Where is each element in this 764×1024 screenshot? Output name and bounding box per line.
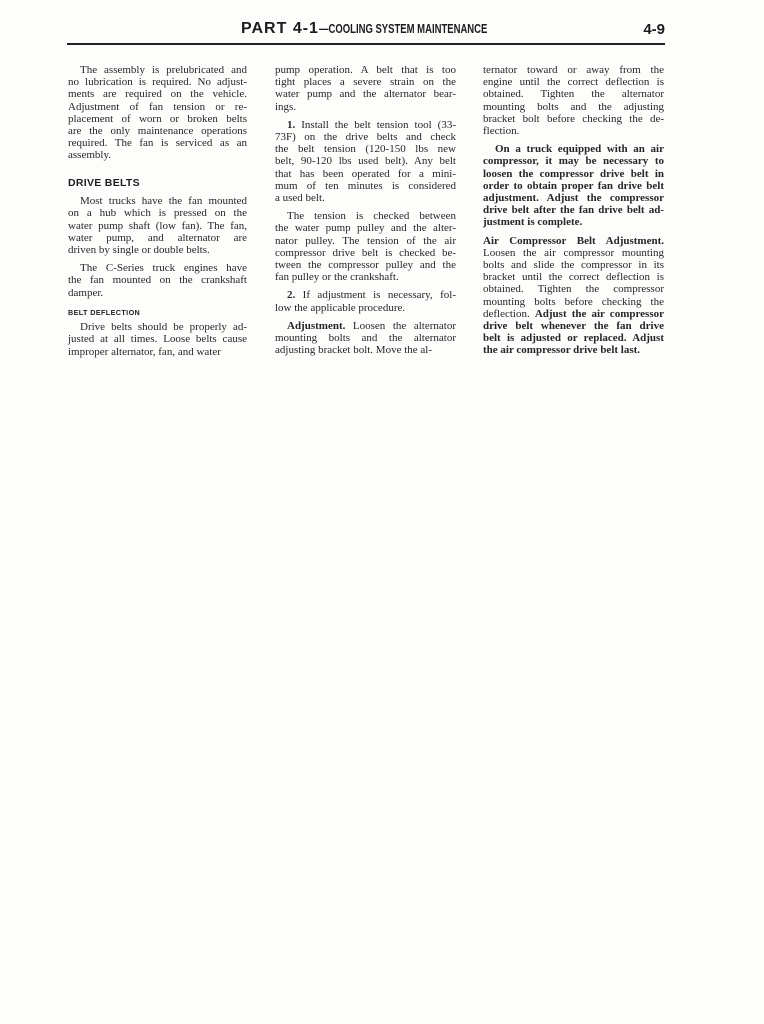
adjustment-paragraph [275, 320, 456, 357]
text-run: compressor drive belt is checked be- [275, 246, 456, 259]
text-line [483, 296, 664, 308]
text-line [275, 131, 456, 143]
text-line [275, 101, 456, 113]
part-label: PART 4-1 [241, 20, 319, 37]
text-run: justed at all times. Loose belts cause [68, 333, 247, 346]
bold-text-run: drive belt whenever the fan drive [483, 320, 664, 333]
subsection-heading-belt-deflection: BELT DEFLECTION [68, 308, 141, 318]
text-run: damper. [68, 286, 104, 299]
paragraph [68, 195, 247, 256]
text-line [275, 235, 456, 247]
text-run: the belt tension (120-150 lbs new [275, 143, 456, 156]
header-rule [67, 43, 665, 45]
text-line [68, 137, 247, 149]
text-line [483, 155, 664, 167]
text-line [483, 235, 664, 247]
text-line [275, 271, 456, 283]
text-run: order to obtain proper fan drive belt [483, 179, 664, 192]
text-run: obtained. Tighten the compressor [483, 283, 664, 296]
paragraph [483, 64, 664, 137]
paragraph [68, 64, 247, 162]
text-run: improper alternator, fan, and water [68, 345, 221, 358]
text-run: bracket until the correct deflection is [483, 271, 664, 284]
text-line [483, 180, 664, 192]
text-line [275, 247, 456, 259]
text-run: mounting bolts and the alternator [275, 332, 456, 345]
text-run: adjusting bracket bolt. Move the al- [275, 344, 433, 357]
paragraph [68, 321, 247, 358]
text-run: that has been operated for a mini- [275, 167, 456, 180]
text-line [275, 180, 456, 192]
step-paragraph-1 [275, 119, 456, 204]
text-line [483, 88, 664, 100]
text-line [275, 88, 456, 100]
paragraph [68, 262, 247, 299]
text-run: mounting bolts and the adjusting [483, 100, 664, 113]
text-run: flection. [483, 125, 520, 138]
bold-text-run: Adjustment. [287, 319, 346, 332]
text-line [275, 302, 456, 314]
text-run: Install the belt tension tool (33- [295, 118, 456, 131]
text-line [68, 244, 247, 256]
text-line [68, 321, 247, 333]
text-run: Loosen the air compressor mounting [483, 246, 664, 259]
text-run: Most trucks have the fan mounted [80, 195, 247, 208]
text-run: nator pulley. The tension of the air [275, 234, 456, 247]
text-line [68, 287, 247, 299]
text-run: pump operation. A belt that is too [275, 64, 456, 76]
text-line [68, 232, 247, 244]
text-line [275, 259, 456, 271]
text-run: justment is complete. [483, 216, 583, 229]
text-column-1 [68, 64, 247, 358]
text-run: engine until the correct deflection is [483, 76, 664, 89]
text-line [68, 274, 247, 286]
text-run: tween the compressor pulley and the [275, 259, 456, 272]
text-run: If adjustment is necessary, fol- [295, 289, 456, 302]
text-run: required. The fan is serviced as an [68, 137, 247, 150]
text-run: tight places a severe strain on the [275, 76, 456, 89]
text-line [275, 119, 456, 131]
text-run: The assembly is prelubricated and [80, 64, 247, 76]
air-compressor-adjustment-paragraph [483, 235, 664, 357]
text-line [275, 168, 456, 180]
text-run: On a truck equipped with an air [495, 143, 664, 156]
text-run: drive belt after the fan drive belt ad- [483, 204, 664, 217]
paragraph [275, 64, 456, 113]
step-paragraph-2 [275, 289, 456, 313]
text-line [483, 308, 664, 320]
text-run: Drive belts should be properly ad- [80, 321, 247, 334]
section-title: —COOLING SYSTEM MAINTENANCE [318, 22, 488, 36]
bold-text-run: 1. [287, 118, 296, 131]
text-line [483, 168, 664, 180]
text-line [275, 143, 456, 155]
text-line [483, 247, 664, 259]
text-line [275, 320, 456, 332]
text-line [68, 220, 247, 232]
text-line [68, 207, 247, 219]
text-column-3 [483, 64, 664, 357]
text-line [68, 149, 247, 161]
text-line [68, 346, 247, 358]
text-run: The C-Series truck engines have [80, 262, 247, 275]
text-run: assembly. [68, 149, 111, 162]
text-line [68, 262, 247, 274]
text-line [275, 289, 456, 301]
text-run: water pump and the alternator bear- [275, 88, 456, 101]
text-run: a used belt. [275, 192, 325, 205]
text-line [68, 195, 247, 207]
bold-text-run: belt is adjusted or replaced. Adjust [483, 332, 664, 345]
text-run: bolts and slide the compressor in its [483, 259, 664, 272]
text-line [483, 344, 664, 356]
text-run: belt, 90-120 lbs used belt). Any belt [275, 155, 456, 168]
text-run: ings. [275, 100, 297, 113]
text-line [275, 64, 456, 76]
text-line [483, 101, 664, 113]
bold-text-run: 2. [287, 289, 296, 302]
text-line [483, 76, 664, 88]
text-column-2 [275, 64, 456, 356]
text-line [483, 113, 664, 125]
text-line [483, 271, 664, 283]
text-run: on a hub which is pressed on the [68, 207, 247, 220]
paragraph [275, 210, 456, 283]
text-run: bracket bolt before checking the de- [483, 112, 664, 125]
text-run: obtained. Tighten the alternator [483, 88, 664, 101]
running-header [241, 20, 540, 38]
text-run: ments are required on the vehicle. [68, 88, 247, 101]
text-run: deflection. [483, 307, 535, 320]
text-line [275, 192, 456, 204]
text-line [483, 332, 664, 344]
text-line [275, 222, 456, 234]
text-line [483, 283, 664, 295]
text-line [483, 64, 664, 76]
text-line [68, 64, 247, 76]
text-line [483, 192, 664, 204]
text-line [483, 143, 664, 155]
text-line [483, 216, 664, 228]
text-line [68, 125, 247, 137]
text-run: mum of ten minutes is considered [275, 179, 456, 192]
text-run: water pump, and alternator are [68, 231, 247, 244]
text-line [68, 88, 247, 100]
text-run: driven by single or double belts. [68, 243, 210, 256]
text-line [68, 76, 247, 88]
text-line [275, 210, 456, 222]
bold-text-run: Adjust the air compressor [534, 307, 664, 320]
text-line [275, 155, 456, 167]
text-run: mounting bolts before checking the [483, 295, 664, 308]
text-line [68, 333, 247, 345]
text-run: Adjustment of fan tension or re- [68, 100, 247, 113]
text-run: fan pulley or the crankshaft. [275, 271, 399, 284]
text-run: the fan mounted on the crankshaft [68, 274, 247, 287]
text-line [275, 344, 456, 356]
text-run: Loosen the alternator [345, 319, 456, 332]
text-run: low the applicable procedure. [275, 301, 406, 314]
text-line [483, 204, 664, 216]
text-line [483, 125, 664, 137]
text-run: are the only maintenance operations [68, 125, 247, 138]
text-run: no lubrication is required. No adjust- [68, 76, 247, 89]
text-run: adjustment. Adjust the compressor [483, 192, 664, 205]
note-paragraph [483, 143, 664, 228]
text-line [275, 76, 456, 88]
text-run: the water pump pulley and the alter- [275, 222, 456, 235]
text-run: water pump shaft (low fan). The fan, [68, 219, 247, 232]
text-run: placement of worn or broken belts [68, 112, 247, 125]
text-run: The tension is checked between [287, 210, 456, 223]
text-run: compressor, it may be necessary to [483, 155, 664, 168]
text-run: 73F) on the drive belts and check [275, 131, 456, 144]
page-number: 4-9 [643, 21, 665, 38]
text-line [68, 113, 247, 125]
text-line [68, 101, 247, 113]
text-run: loosen the compressor drive belt in [483, 167, 664, 180]
text-line [275, 332, 456, 344]
bold-text-run: the air compressor drive belt last. [483, 344, 641, 357]
section-heading-drive-belts: DRIVE BELTS [68, 176, 140, 189]
text-run: ternator toward or away from the [483, 64, 664, 76]
text-line [483, 320, 664, 332]
bold-text-run: Air Compressor Belt Adjustment. [483, 234, 664, 247]
text-line [483, 259, 664, 271]
